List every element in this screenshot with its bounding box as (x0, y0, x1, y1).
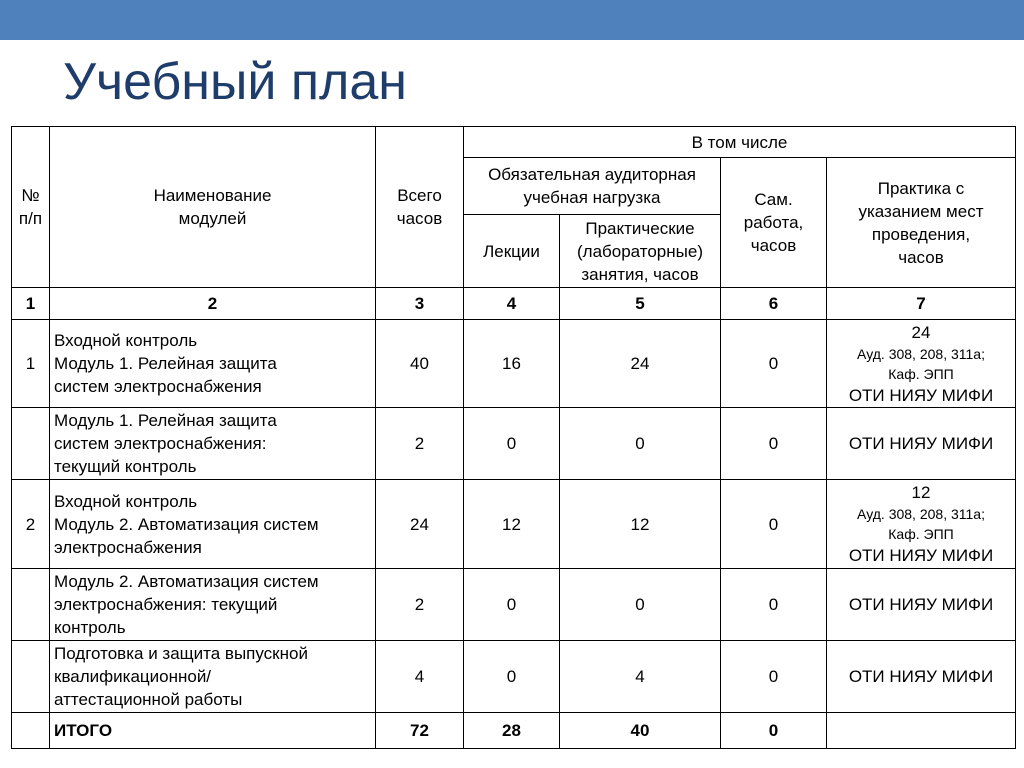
header-name: Наименование модулей (50, 127, 376, 288)
row-num (12, 408, 50, 480)
index-cell: 1 (12, 288, 50, 320)
slide-title: Учебный план (63, 53, 407, 111)
total-total: 72 (376, 713, 464, 749)
header-row-1 (12, 127, 1016, 158)
row-lectures: 16 (464, 320, 560, 408)
total-practice (827, 713, 1016, 749)
index-cell: 3 (376, 288, 464, 320)
header-lectures: Лекции (464, 215, 560, 288)
row-self: 0 (721, 408, 827, 480)
row-practice: ОТИ НИЯУ МИФИ (827, 569, 1016, 641)
total-lab: 40 (560, 713, 721, 749)
row-total: 24 (376, 480, 464, 569)
header-num: № п/п (12, 127, 50, 288)
row-total: 4 (376, 641, 464, 713)
index-cell: 6 (721, 288, 827, 320)
index-cell: 2 (50, 288, 376, 320)
header-mandatory: Обязательная аудиторная учебная нагрузка (464, 158, 721, 215)
index-cell: 5 (560, 288, 721, 320)
table-row (12, 569, 1016, 641)
row-num: 2 (12, 480, 50, 569)
row-num (12, 641, 50, 713)
row-self: 0 (721, 569, 827, 641)
table-row (12, 480, 1016, 569)
row-num (12, 569, 50, 641)
total-lectures: 28 (464, 713, 560, 749)
total-row (12, 713, 1016, 749)
table-row (12, 641, 1016, 713)
row-practice: 12 Ауд. 308, 208, 311а; Каф. ЭПП ОТИ НИЯУ МИФИ (827, 480, 1016, 569)
total-num (12, 713, 50, 749)
row-total: 2 (376, 408, 464, 480)
top-accent-bar (0, 0, 1024, 40)
row-name: Подготовка и защита выпускной квалификационной/ аттестационной работы (50, 641, 376, 713)
table-row (12, 408, 1016, 480)
table-row (12, 320, 1016, 408)
row-lectures: 0 (464, 641, 560, 713)
row-lab: 24 (560, 320, 721, 408)
header-self-work: Сам. работа, часов (721, 158, 827, 288)
index-cell: 4 (464, 288, 560, 320)
header-practice: Практика с указанием мест проведения, часов (827, 158, 1016, 288)
row-lectures: 0 (464, 408, 560, 480)
curriculum-table (11, 126, 1016, 749)
row-self: 0 (721, 320, 827, 408)
row-lab: 0 (560, 408, 721, 480)
header-including: В том числе (464, 127, 1016, 158)
row-name: Входной контроль Модуль 2. Автоматизация систем электроснабжения (50, 480, 376, 569)
column-index-row (12, 288, 1016, 320)
row-lectures: 0 (464, 569, 560, 641)
index-cell: 7 (827, 288, 1016, 320)
row-name: Входной контроль Модуль 1. Релейная защита систем электроснабжения (50, 320, 376, 408)
row-num: 1 (12, 320, 50, 408)
header-lab: Практические (лабораторные) занятия, часов (560, 215, 721, 288)
row-practice: 24 Ауд. 308, 208, 311а; Каф. ЭПП ОТИ НИЯУ МИФИ (827, 320, 1016, 408)
row-name: Модуль 1. Релейная защита систем электроснабжения: текущий контроль (50, 408, 376, 480)
row-lab: 12 (560, 480, 721, 569)
row-self: 0 (721, 480, 827, 569)
row-lab: 0 (560, 569, 721, 641)
total-label: ИТОГО (50, 713, 376, 749)
row-total: 2 (376, 569, 464, 641)
row-practice: ОТИ НИЯУ МИФИ (827, 408, 1016, 480)
row-lectures: 12 (464, 480, 560, 569)
header-total: Всего часов (376, 127, 464, 288)
total-self: 0 (721, 713, 827, 749)
row-lab: 4 (560, 641, 721, 713)
row-name: Модуль 2. Автоматизация систем электроснабжения: текущий контроль (50, 569, 376, 641)
row-self: 0 (721, 641, 827, 713)
row-practice: ОТИ НИЯУ МИФИ (827, 641, 1016, 713)
row-total: 40 (376, 320, 464, 408)
